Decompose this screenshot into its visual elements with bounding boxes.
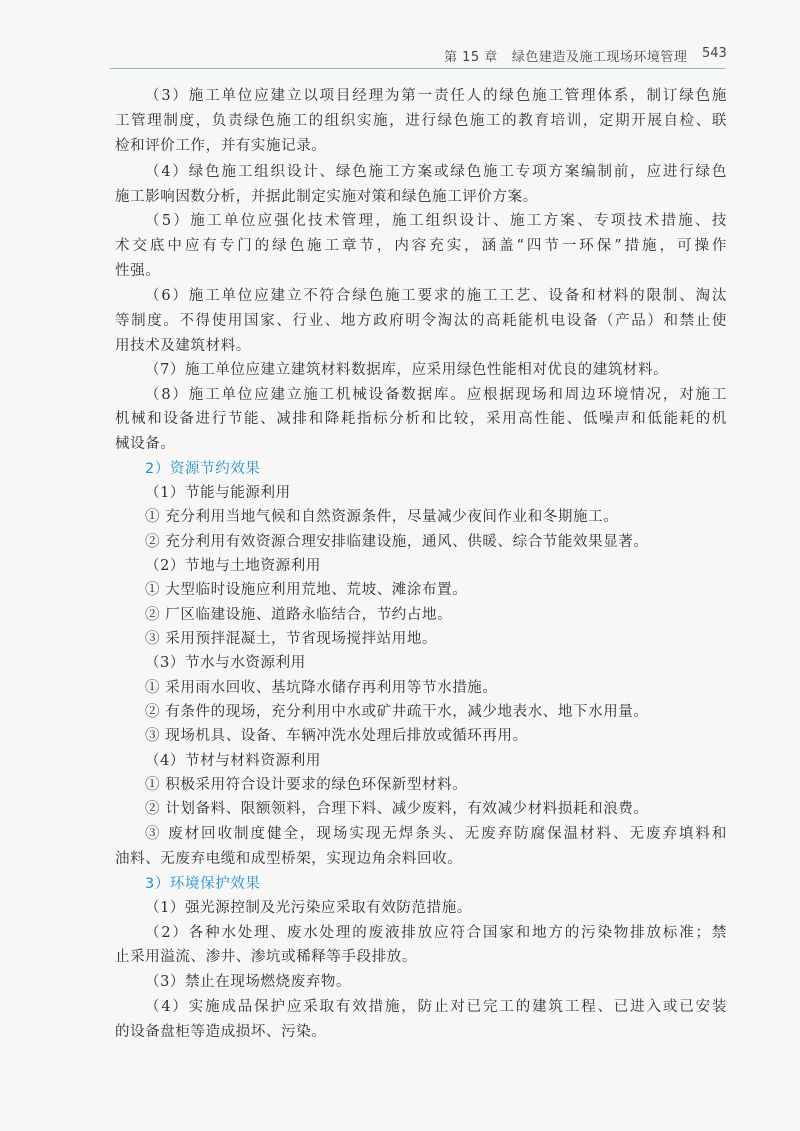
subsection-heading: （4）节材与材料资源利用 <box>145 753 321 769</box>
list-item: ③ 现场机具、设备、车辆冲洗水处理后排放或循环再用。 <box>145 728 528 744</box>
header-divider <box>110 68 725 69</box>
text-line: （3）施工单位应建立以项目经理为第一责任人的绿色施工管理体系，制订绿色施 <box>145 88 727 104</box>
running-head <box>444 46 687 65</box>
text-line: （5）施工单位应强化技术管理，施工组织设计、施工方案、专项技术措施、技 <box>145 213 727 229</box>
list-item: ① 积极采用符合设计要求的绿色环保新型材料。 <box>145 777 468 793</box>
text-line: 术交底中应有专门的绿色施工章节，内容充实，涵盖“四节一环保”措施，可操作 <box>115 238 727 254</box>
text-line: 工管理制度，负责绿色施工的组织实施，进行绿色施工的教育培训，定期开展自检、联 <box>115 113 727 129</box>
page-header <box>0 46 800 76</box>
text-line: （1）强光源控制及光污染应采取有效防范措施。 <box>145 900 472 916</box>
text-line: 的设备盘柜等造成损坏、污染。 <box>115 1024 327 1040</box>
list-item: ③ 采用预拌混凝土，节省现场搅拌站用地。 <box>145 631 438 647</box>
page-number: 543 <box>702 46 727 61</box>
list-item: ① 充分利用当地气候和自然资源条件，尽量减少夜间作业和冬期施工。 <box>145 509 619 525</box>
text-line: 性强。 <box>115 263 161 279</box>
list-item: ① 采用雨水回收、基坑降水储存再利用等节水措施。 <box>145 680 498 696</box>
text-line: 械设备。 <box>115 436 176 452</box>
list-item: ② 计划备料、限额领料，合理下料、减少废料，有效减少材料损耗和浪费。 <box>145 801 649 817</box>
text-line: （7）施工单位应建立建筑材料数据库，应采用绿色性能相对优良的建筑材料。 <box>145 362 669 378</box>
subsection-heading: （1）节能与能源利用 <box>145 485 291 501</box>
list-item: ③ 废材回收制度健全，现场实现无焊条头、无废弃防腐保温材料、无废弃填料和 <box>145 826 727 842</box>
section-heading: 3）环境保护效果 <box>145 876 261 892</box>
text-line: 施工影响因数分析，并据此制定实施对策和绿色施工评价方案。 <box>115 189 538 205</box>
subsection-heading: （2）节地与土地资源利用 <box>145 558 321 574</box>
text-line: （3）禁止在现场燃烧废弃物。 <box>145 974 352 990</box>
list-item: ② 充分利用有效资源合理安排临建设施，通风、供暖、综合节能效果显著。 <box>145 534 649 550</box>
list-item: ② 厂区临建设施、道路永临结合，节约占地。 <box>145 607 453 623</box>
text-line: （4）绿色施工组织设计、绿色施工方案或绿色施工专项方案编制前，应进行绿色 <box>145 164 727 180</box>
text-line: 油料、无废弃电缆和成型桥架，实现边角余料回收。 <box>115 851 463 867</box>
list-item: ① 大型临时设施应利用荒地、荒坡、滩涂布置。 <box>145 582 468 598</box>
text-line: 止采用溢流、渗井、渗坑或稀释等手段排放。 <box>115 949 417 965</box>
text-line: 等制度。不得使用国家、行业、地方政府明令淘汰的高耗能机电设备（产品）和禁止使 <box>115 313 727 329</box>
text-line: （4）实施成品保护应采取有效措施，防止对已完工的建筑工程、已进入或已安装 <box>145 999 727 1015</box>
text-line: （8）施工单位应建立施工机械设备数据库。应根据现场和周边环境情况，对施工 <box>145 387 727 403</box>
text-line: 检和评价工作，并有实施记录。 <box>115 138 327 154</box>
text-line: （2）各种水处理、废水处理的废液排放应符合国家和地方的污染物排放标准；禁 <box>145 925 727 941</box>
text-line: 机械和设备进行节能、减排和降耗指标分析和比较，采用高性能、低噪声和低能耗的机 <box>115 411 727 427</box>
list-item: ② 有条件的现场，充分利用中水或矿井疏干水，减少地表水、地下水用量。 <box>145 704 649 720</box>
text-line: 用技术及建筑材料。 <box>115 338 251 354</box>
text-line: （6）施工单位应建立不符合绿色施工要求的施工工艺、设备和材料的限制、淘汰 <box>145 288 727 304</box>
chapter-title: 绿色建造及施工现场环境管理 <box>511 50 688 65</box>
subsection-heading: （3）节水与水资源利用 <box>145 655 306 671</box>
chapter-label: 第 15 章 <box>444 50 498 65</box>
section-heading: 2）资源节约效果 <box>145 461 261 477</box>
